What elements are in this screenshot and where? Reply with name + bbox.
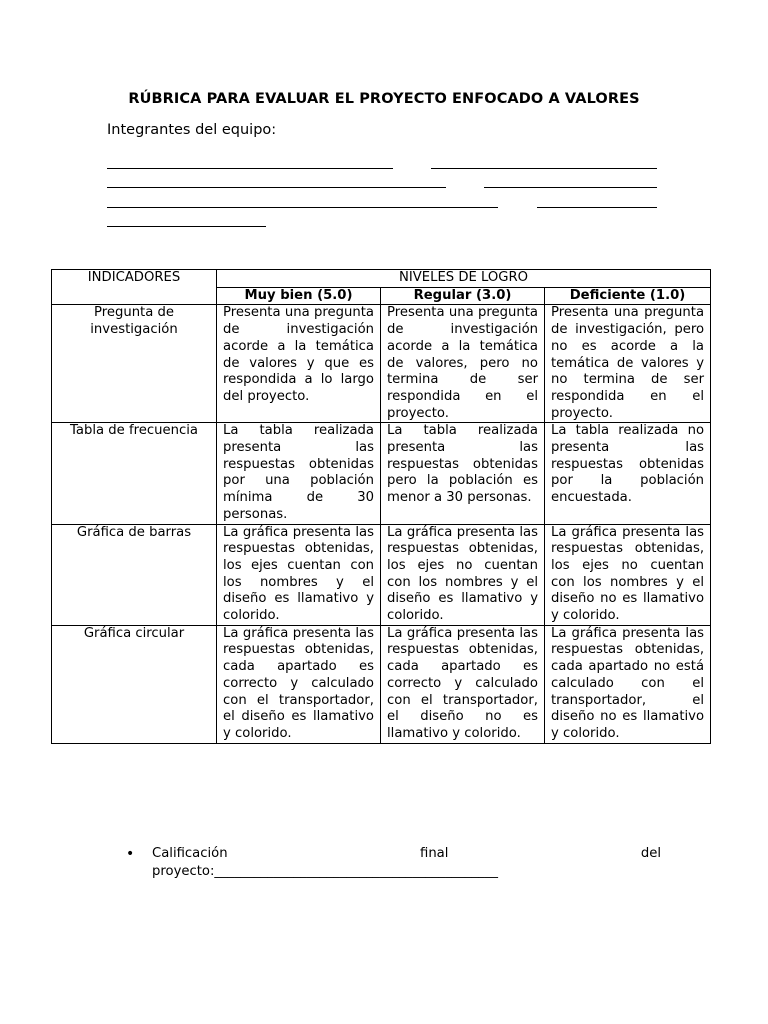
level-regular: Regular (3.0) xyxy=(381,287,545,305)
criteria-cell: La gráfica presenta las respuestas obtenidas, cada apartado es correcto y calculado con el transportador, el diseño es llamativo y colorido. xyxy=(217,625,381,743)
indicator-cell: Tabla de frecuencia xyxy=(52,423,217,524)
table-row xyxy=(52,524,711,625)
level-very-good: Muy bien (5.0) xyxy=(217,287,381,305)
document-title: RÚBRICA PARA EVALUAR EL PROYECTO ENFOCADO A VALORES xyxy=(128,91,640,107)
team-members-label: Integrantes del equipo: xyxy=(107,122,277,138)
criteria-cell: La gráfica presenta las respuestas obtenidas, cada apartado no está calculado con el transportador, el diseño no es llamativo y colorido. xyxy=(545,625,711,743)
member-line xyxy=(107,187,446,188)
header-row xyxy=(52,270,711,288)
criteria-cell: Presenta una pregunta de investigación acorde a la temática de valores, pero no termina de ser respondida en el proyecto. xyxy=(381,305,545,423)
levels-header: NIVELES DE LOGRO xyxy=(217,270,711,288)
table-row xyxy=(52,625,711,743)
final-grade-word: del xyxy=(640,846,661,861)
table-row xyxy=(52,423,711,524)
final-grade-word: Calificación xyxy=(152,846,228,861)
table-row xyxy=(52,305,711,423)
bullet-icon: • xyxy=(126,846,135,862)
rubric-table xyxy=(51,269,711,744)
indicator-cell: Pregunta de investigación xyxy=(52,305,217,423)
criteria-cell: La gráfica presenta las respuestas obtenidas, los ejes no cuentan con los nombres y el diseño es llamativo y colorido. xyxy=(381,524,545,625)
final-grade-item xyxy=(126,845,661,881)
member-line xyxy=(537,207,657,208)
indicator-cell: Gráfica de barras xyxy=(52,524,217,625)
criteria-cell: La gráfica presenta las respuestas obtenidas, los ejes cuentan con los nombres y el diseño es llamativo y colorido. xyxy=(217,524,381,625)
level-deficient: Deficiente (1.0) xyxy=(545,287,711,305)
member-line xyxy=(431,168,657,169)
criteria-cell: La tabla realizada presenta las respuestas obtenidas pero la población es menor a 30 personas. xyxy=(381,423,545,524)
member-line xyxy=(107,226,266,227)
criteria-cell: Presenta una pregunta de investigación, pero no es acorde a la temática de valores y no termina de ser respondida en el proyecto. xyxy=(545,305,711,423)
criteria-cell: La gráfica presenta las respuestas obtenidas, cada apartado es correcto y calculado con el transportador, el diseño no es llamativo y colorido. xyxy=(381,625,545,743)
criteria-cell: La tabla realizada presenta las respuestas obtenidas por una población mínima de 30 personas. xyxy=(217,423,381,524)
indicator-cell: Gráfica circular xyxy=(52,625,217,743)
criteria-cell: Presenta una pregunta de investigación acorde a la temática de valores y que es respondida a lo largo del proyecto. xyxy=(217,305,381,423)
criteria-cell: La tabla realizada no presenta las respuestas obtenidas por la población encuestada. xyxy=(545,423,711,524)
final-grade-word: final xyxy=(420,846,449,861)
member-line xyxy=(484,187,657,188)
indicators-header: INDICADORES xyxy=(52,270,217,305)
final-grade-line: proyecto:___________________________________________ xyxy=(152,864,498,879)
member-line xyxy=(107,168,393,169)
member-line xyxy=(107,207,498,208)
criteria-cell: La gráfica presenta las respuestas obtenidas, los ejes no cuentan con los nombres y el diseño no es llamativo y colorido. xyxy=(545,524,711,625)
